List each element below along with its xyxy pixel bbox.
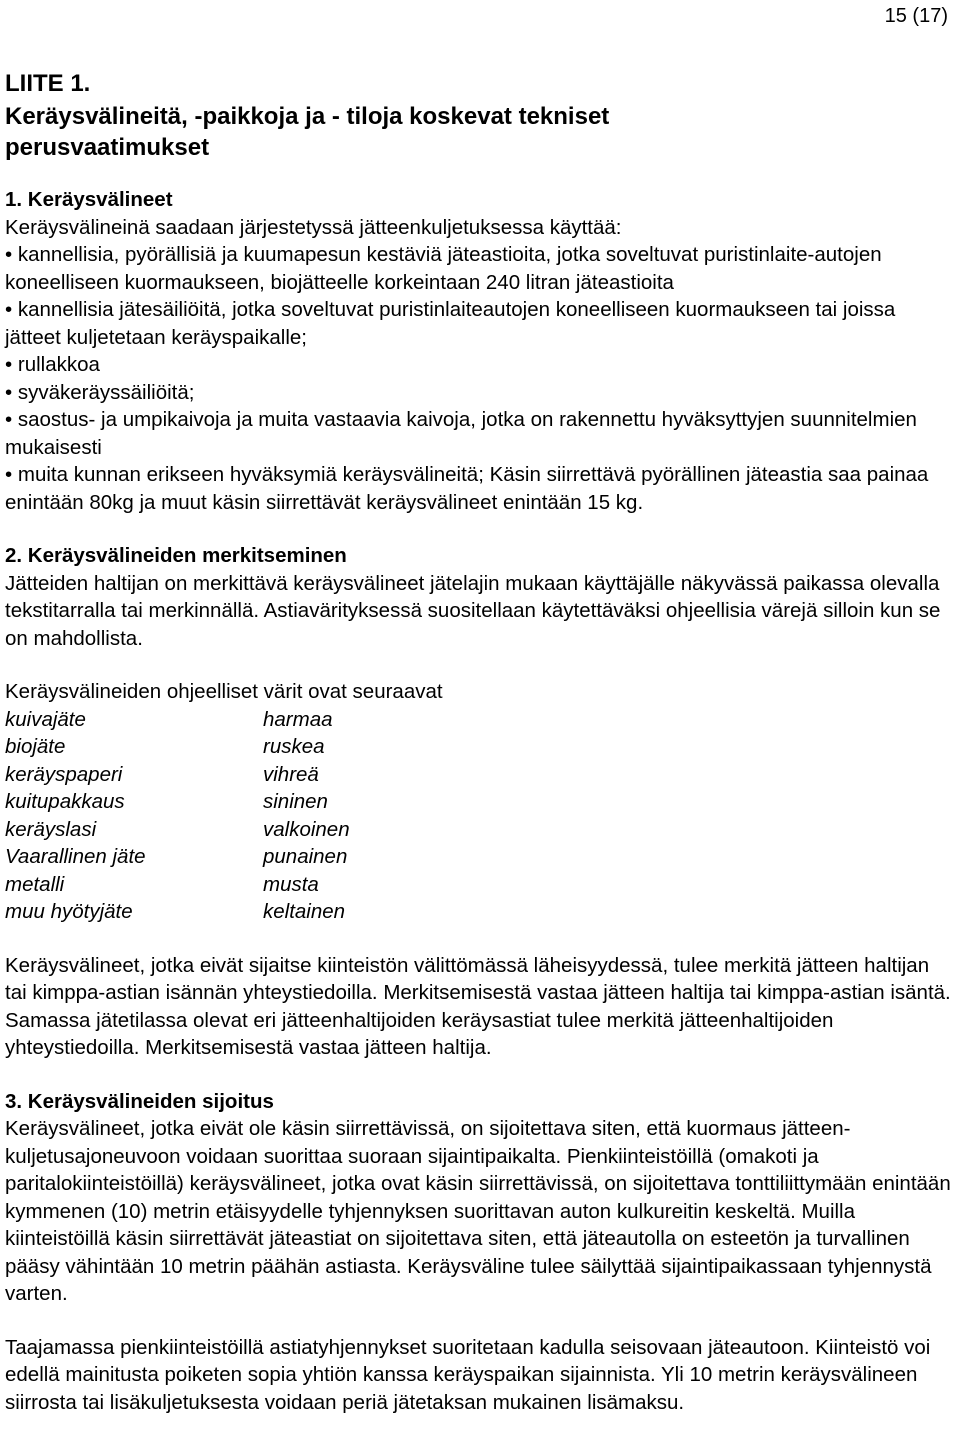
container-color: harmaa — [263, 707, 333, 731]
color-table — [5, 706, 955, 926]
section-intro: Keräysvälineinä saadaan järjestetyssä jätteenkuljetuksessa käyttää: — [5, 215, 622, 239]
paragraph: Keräysvälineet, jotka eivät ole käsin siirrettävissä, on sijoitettava siten, että kuormaus jätteen- kuljetusajoneuvoon voidaan suorittaa suoraan sijaintipaikalta. Pienkiinteistöillä (omakoti ja paritalokiinteistöillä) keräysvälineet, jotka ovat käsin siirrettävissä, on sijoitettava tonttiliittymään enintään kymmenen (10) metrin etäisyydelle tyhjennyksen suorittavan auton kulkureitin keskeltä. Muilla kiinteistöillä käsin siirrettävät jäteastiat on sijoitettava siten, että jäteautolla on esteetön ja turvallinen pääsy vähintään 10 metrin päähän astiasta. Keräysväline tulee säilyttää sijaintipaikassaan tyhjennystä varten. — [5, 1117, 951, 1305]
document-body — [5, 68, 955, 1416]
list-item: • muita kunnan erikseen hyväksymiä keräysvälineitä; Käsin siirrettävä pyörällinen jäteastia saa painaa enintään 80kg ja muut käsin siirrettävät keräysvälineet enintään 15 kg. — [5, 463, 929, 514]
container-color: vihreä — [263, 762, 319, 786]
section-heading: 3. Keräysvälineiden sijoitus — [5, 1089, 274, 1113]
list-item: • rullakkoa — [5, 353, 100, 376]
color-row — [5, 816, 955, 844]
section-placement — [5, 1088, 955, 1417]
waste-type: keräyslasi — [5, 817, 97, 841]
container-color: valkoinen — [263, 817, 350, 841]
section-heading: 1. Keräysvälineet — [5, 188, 173, 211]
color-row — [5, 871, 955, 899]
list-item: • kannellisia, pyörällisiä ja kuumapesun kestäviä jäteastioita, jotka soveltuvat puristinlaite-autojen koneelliseen kuormaukseen, biojätteelle korkeintaan 240 litran jäteastioita — [5, 243, 882, 294]
appendix-title — [5, 101, 955, 163]
color-row — [5, 733, 955, 761]
paragraph: Jätteiden haltijan on merkittävä keräysvälineet jätelajin mukaan käyttäjälle näkyvässä paikassa olevalla tekstitarralla tai merkinnällä. Astiavärityksessä suositellaan käytettäväksi ohjeellisia värejä silloin kun se on mahdollista. — [5, 571, 941, 650]
container-color: musta — [263, 872, 319, 896]
list-item: • syväkeräyssäiliöitä; — [5, 380, 195, 404]
waste-type: muu hyötyjäte — [5, 900, 133, 923]
list-item: • saostus- ja umpikaivoja ja muita vastaavia kaivoja, jotka on rakennettu hyväksyttyjen suunnitelmien mukaisesti — [5, 408, 917, 459]
waste-type: metalli — [5, 872, 65, 896]
color-row — [5, 898, 955, 926]
color-row — [5, 843, 955, 871]
container-color: keltainen — [263, 900, 346, 923]
waste-type: kuivajäte — [5, 707, 86, 731]
appendix-title-line: perusvaatimukset — [5, 134, 210, 161]
appendix-title-line: Keräysvälineitä, -paikkoja ja - tiloja koskevat tekniset — [5, 103, 610, 130]
waste-type: kuitupakkaus — [5, 790, 125, 813]
container-color: punainen — [263, 845, 348, 868]
container-color: sininen — [263, 790, 328, 813]
list-item: • kannellisia jätesäiliöitä, jotka soveltuvat puristinlaiteautojen koneelliseen kuormaukseen tai joissa jätteet kuljetetaan keräyspaikalle; — [5, 298, 896, 349]
color-row — [5, 788, 955, 816]
colors-intro: Keräysvälineiden ohjeelliset värit ovat seuraavat — [5, 680, 443, 703]
page-number: 15 (17) — [884, 5, 948, 27]
color-row — [5, 761, 955, 789]
section-marking — [5, 542, 955, 1062]
appendix-label: LIITE 1. — [5, 70, 91, 97]
color-row — [5, 706, 955, 734]
waste-type: biojäte — [5, 735, 66, 758]
waste-type: Vaarallinen jäte — [5, 845, 146, 868]
waste-type: keräyspaperi — [5, 762, 123, 786]
paragraph: Taajamassa pienkiinteistöillä astiatyhjennykset suoritetaan kadulla seisovaan jäteautoon. Kiinteistö voi edellä mainitusta poiketen sopia yhtiön kanssa keräyspaikan sijainnista. Yli 10 metrin keräysvälineen siirrosta tai lisäkuljetuksesta voidaan periä jätetaksan mukainen lisämaksu. — [5, 1335, 931, 1414]
paragraph: Keräysvälineet, jotka eivät sijaitse kiinteistön välittömässä läheisyydessä, tulee merkitä jätteen haltijan tai kimppa-astian isännän yhteystiedoilla. Merkitsemisestä vastaa jätteen haltija tai kimppa-astian isäntä. Samassa jätetilassa olevat eri jätteenhaltijoiden keräysastiat tulee merkitä jätteenhaltijoiden yhteystiedoilla. Merkitsemisestä vastaa jätteen haltija. — [5, 953, 951, 1059]
section-collection-equipment — [5, 186, 955, 516]
section-heading: 2. Keräysvälineiden merkitseminen — [5, 544, 347, 567]
container-color: ruskea — [263, 735, 325, 758]
equipment-list — [5, 241, 955, 516]
